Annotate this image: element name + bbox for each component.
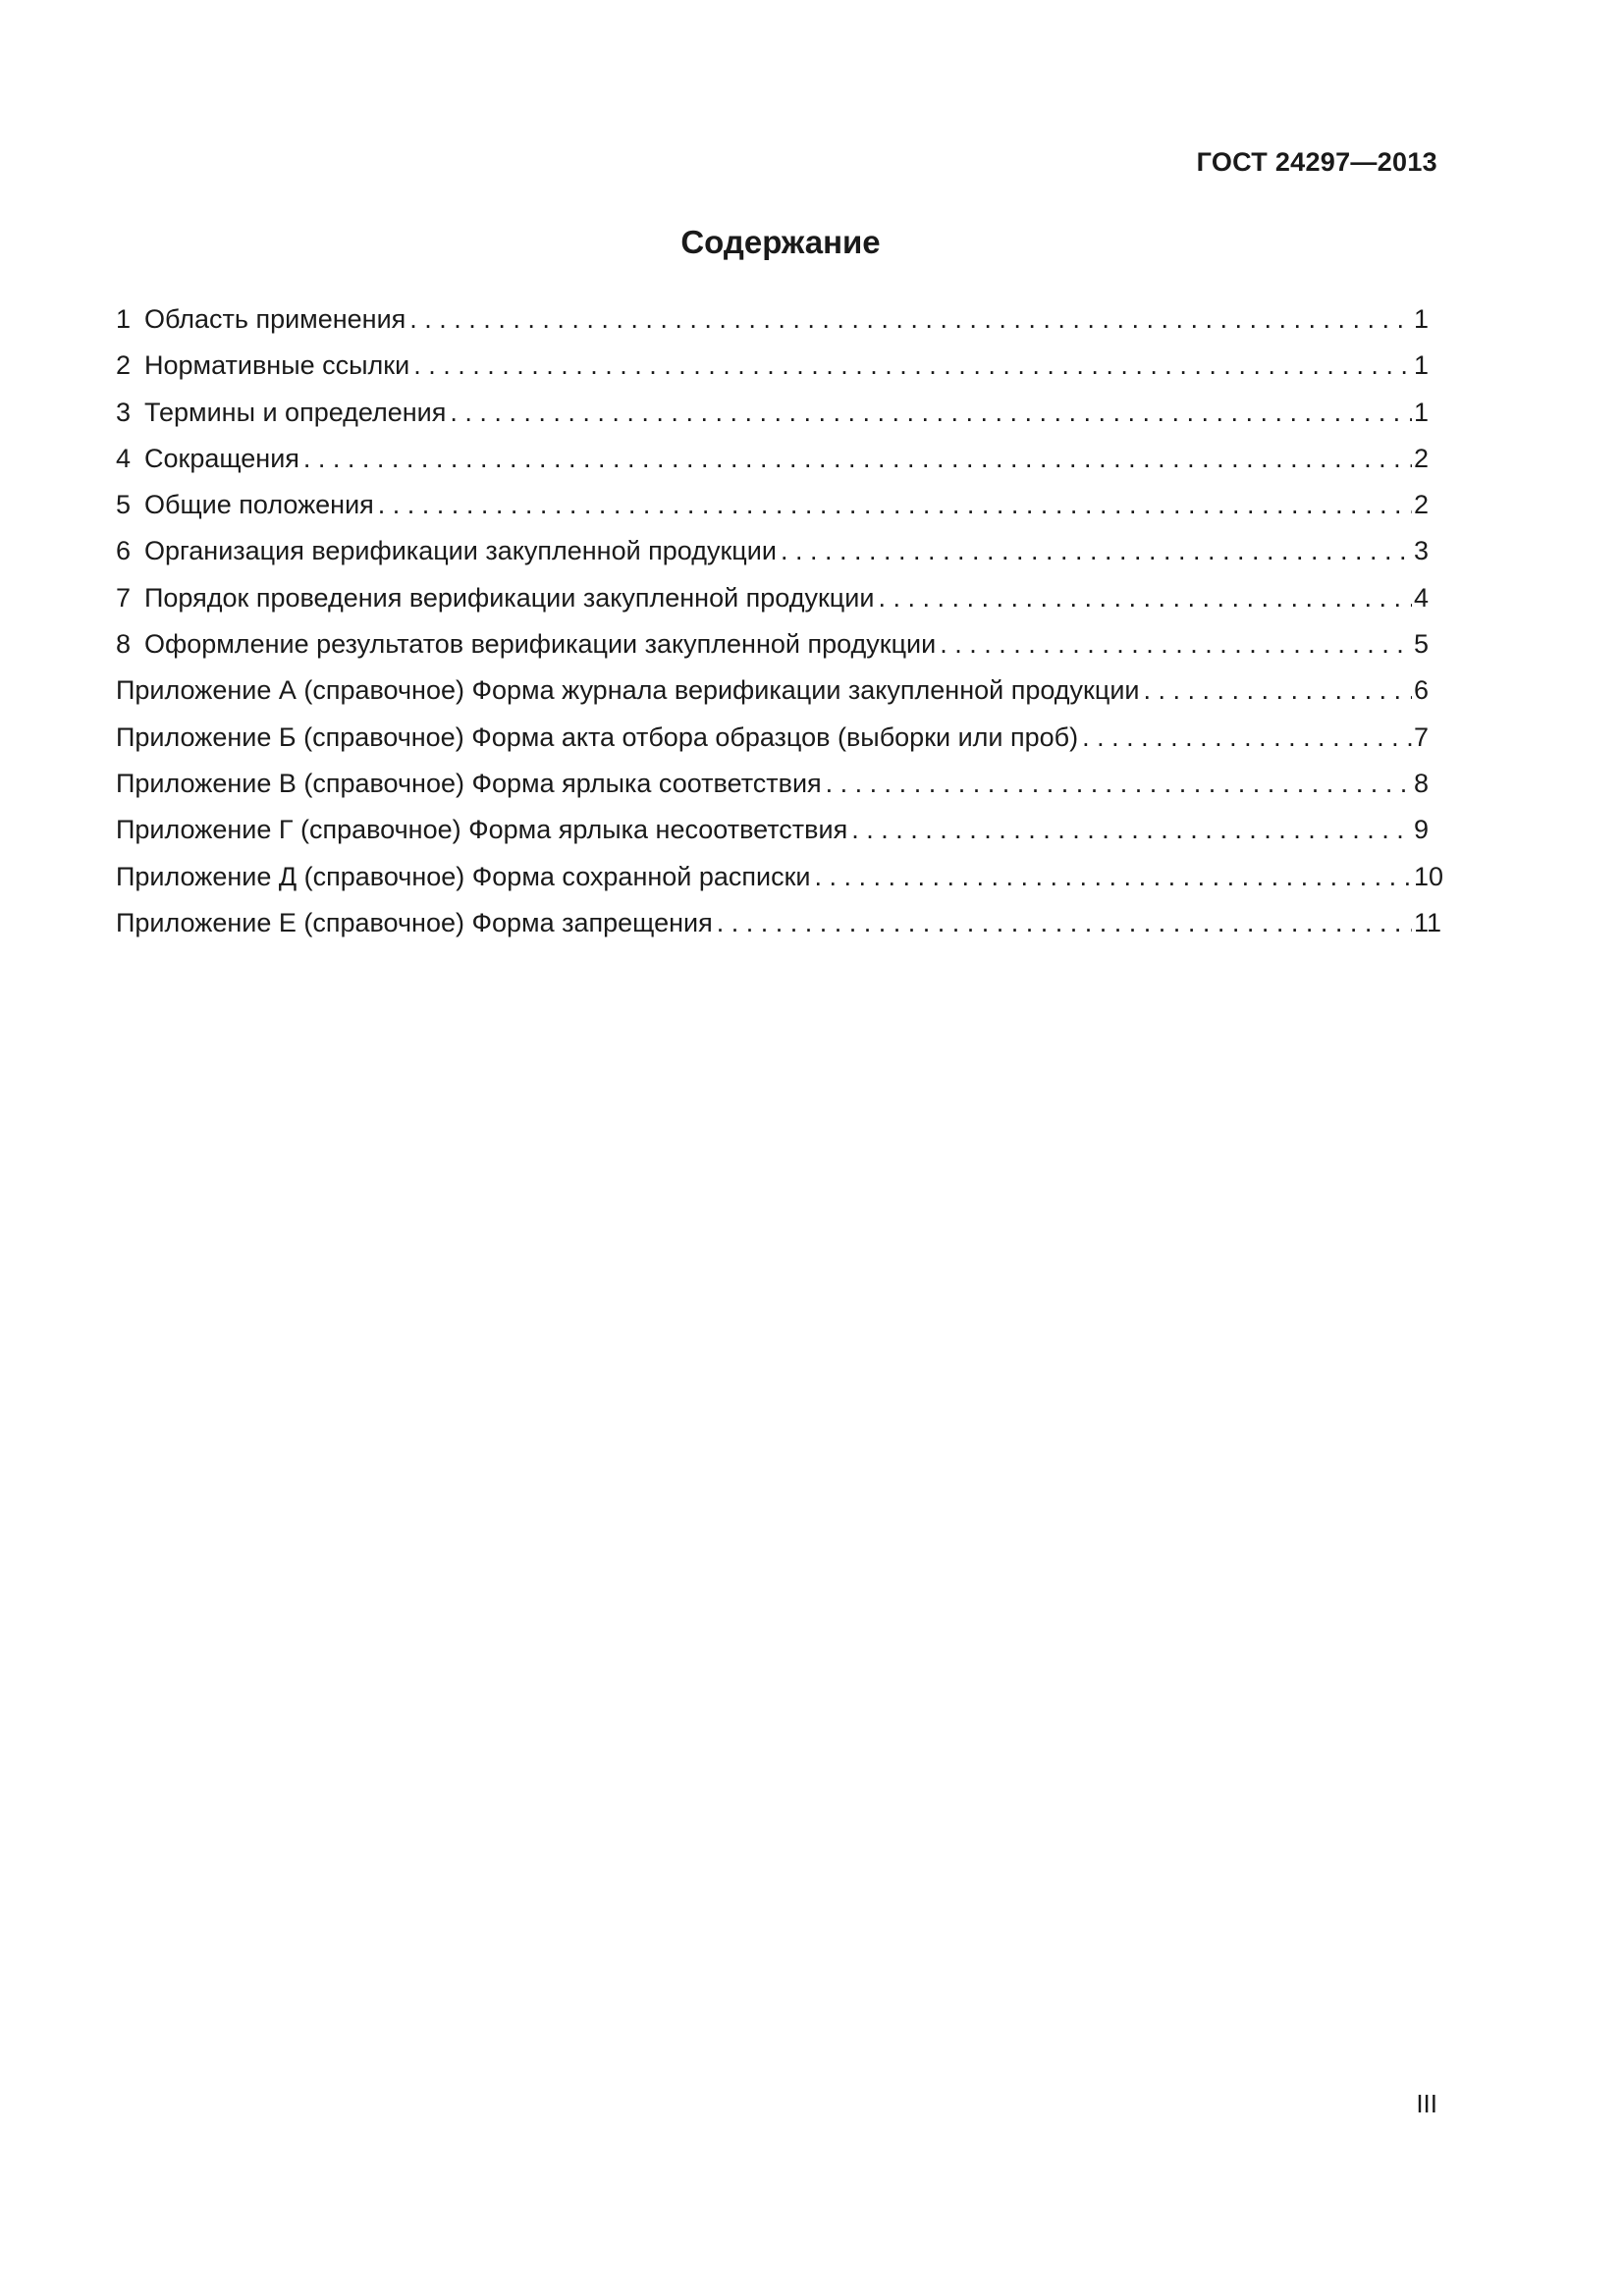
toc-dot-leader: [847, 810, 1412, 849]
toc-dot-leader: [874, 578, 1412, 617]
toc-list: [116, 299, 1443, 949]
toc-title: Содержание: [680, 224, 881, 260]
toc-dot-leader: [713, 903, 1412, 942]
toc-item-page: 8: [1414, 768, 1430, 798]
toc-item-title: Сокращения: [144, 443, 299, 473]
toc-item-title: Приложение Б (справочное) Форма акта отбора образцов (выборки или проб): [116, 721, 1079, 752]
toc-dot-leader: [1078, 718, 1412, 757]
toc-item-page: 1: [1414, 350, 1430, 381]
toc-item[interactable]: [116, 624, 1443, 670]
toc-item-number: 2: [116, 350, 132, 381]
toc-dot-leader: [777, 531, 1412, 570]
toc-item-title: Нормативные ссылки: [144, 350, 410, 381]
toc-item-number: 6: [116, 536, 132, 566]
toc-item[interactable]: [116, 857, 1443, 903]
toc-item-title: Приложение Е (справочное) Форма запрещения: [116, 907, 713, 937]
toc-item[interactable]: [116, 578, 1443, 624]
toc-item[interactable]: [116, 764, 1443, 810]
toc-dot-leader: [446, 393, 1412, 432]
toc-item[interactable]: [116, 393, 1443, 439]
toc-item-title: Приложение А (справочное) Форма журнала верификации закупленной продукции: [116, 675, 1140, 706]
toc-item-page: 5: [1414, 629, 1430, 660]
toc-item-number: 1: [116, 304, 132, 334]
toc-item-number: 3: [116, 397, 132, 427]
toc-item[interactable]: [116, 439, 1443, 485]
document-code: ГОСТ 24297—2013: [1196, 147, 1437, 177]
toc-item[interactable]: [116, 810, 1443, 856]
toc-item-page: 10: [1413, 861, 1443, 891]
toc-dot-leader: [409, 346, 1412, 385]
toc-dot-leader: [1139, 670, 1412, 710]
toc-dot-leader: [406, 299, 1412, 339]
toc-item-page: 11: [1414, 907, 1442, 937]
toc-item[interactable]: [116, 670, 1443, 717]
toc-item[interactable]: [116, 299, 1443, 346]
toc-item[interactable]: [116, 531, 1443, 577]
toc-dot-leader: [811, 857, 1412, 896]
toc-item-number: 7: [116, 582, 132, 613]
toc-item-title: Область применения: [144, 304, 406, 334]
toc-item-page: 1: [1414, 397, 1430, 427]
toc-item-page: 2: [1414, 490, 1430, 520]
page-number: III: [1416, 2089, 1437, 2118]
toc-item-title: Приложение Д (справочное) Форма сохранной расписки: [116, 861, 811, 891]
toc-item-title: Порядок проведения верификации закупленной продукции: [144, 582, 875, 613]
toc-item-title: Оформление результатов верификации закупленной продукции: [144, 629, 937, 660]
toc-item[interactable]: [116, 903, 1443, 949]
toc-item-page: 7: [1414, 721, 1430, 752]
toc-item-title: Термины и определения: [144, 397, 447, 427]
toc-dot-leader: [822, 764, 1412, 803]
toc-item-title: Приложение В (справочное) Форма ярлыка соответствия: [116, 768, 822, 798]
toc-item-title: Организация верификации закупленной продукции: [144, 536, 777, 566]
toc-item[interactable]: [116, 346, 1443, 392]
toc-item-page: 2: [1414, 443, 1430, 473]
toc-item[interactable]: [116, 485, 1443, 531]
toc-item[interactable]: [116, 718, 1443, 764]
toc-dot-leader: [299, 439, 1412, 478]
toc-item-page: 9: [1414, 815, 1430, 845]
toc-dot-leader: [936, 624, 1412, 664]
toc-item-page: 4: [1414, 582, 1430, 613]
toc-item-page: 6: [1414, 675, 1430, 706]
toc-item-page: 3: [1414, 536, 1430, 566]
toc-item-title: Приложение Г (справочное) Форма ярлыка несоответствия: [116, 815, 848, 845]
toc-item-title: Общие положения: [144, 490, 374, 520]
toc-item-page: 1: [1414, 304, 1430, 334]
toc-item-number: 5: [116, 490, 132, 520]
toc-item-number: 4: [116, 443, 132, 473]
toc-item-number: 8: [116, 629, 132, 660]
toc-dot-leader: [374, 485, 1412, 524]
